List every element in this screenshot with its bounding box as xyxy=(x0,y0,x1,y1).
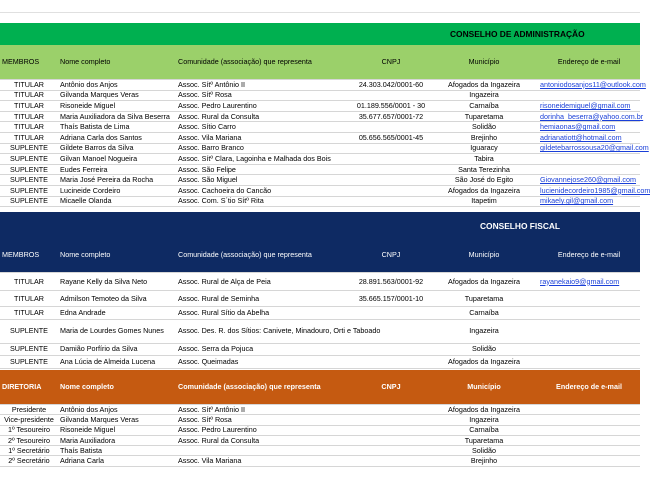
association-cell[interactable]: Assoc. Vila Mariana xyxy=(176,132,352,143)
role-cell[interactable]: SUPLENTE xyxy=(0,164,58,175)
email-cell[interactable] xyxy=(538,446,640,456)
fiscal-title-bar xyxy=(0,212,640,238)
table-row xyxy=(0,446,640,456)
email-cell[interactable] xyxy=(538,175,640,186)
email-cell[interactable] xyxy=(538,79,646,91)
cnpj-cell[interactable] xyxy=(352,343,430,356)
role-cell[interactable]: SUPLENTE xyxy=(0,343,58,356)
name-cell[interactable]: Gilvanda Marques Veras xyxy=(58,90,176,101)
cnpj-cell[interactable]: 24.303.042/0001-60 xyxy=(352,80,430,91)
header-city[interactable]: Município xyxy=(430,45,538,80)
email-link[interactable]: adrianatiott@hotmail.com xyxy=(540,132,622,142)
role-cell[interactable]: SUPLENTE xyxy=(0,175,58,186)
table-row xyxy=(0,143,640,154)
name-cell[interactable]: Antônio dos Anjos xyxy=(58,405,176,415)
role-cell[interactable]: 1º Tesoureiro xyxy=(0,425,58,435)
name-cell[interactable]: Maria Auxiliadora xyxy=(58,435,176,445)
association-cell[interactable]: Assoc. Pedro Laurentino xyxy=(176,101,352,112)
role-cell[interactable]: TITULAR xyxy=(0,122,58,133)
header-email[interactable]: Endereço de e-mail xyxy=(538,370,640,405)
email-link[interactable]: antoniodosanjos11@outlook.com xyxy=(540,79,646,89)
city-cell[interactable]: Brejinho xyxy=(430,132,538,143)
name-cell[interactable]: Micaelle Olanda xyxy=(58,196,176,207)
role-cell[interactable]: Presidente xyxy=(0,405,58,415)
role-cell[interactable]: TITULAR xyxy=(0,80,58,91)
name-cell[interactable]: Maria de Lourdes Gomes Nunes xyxy=(58,319,176,343)
cnpj-cell[interactable] xyxy=(352,425,430,435)
city-cell[interactable]: Solidão xyxy=(430,343,538,356)
association-cell[interactable]: Assoc. Rural de Seminha xyxy=(176,291,352,307)
name-cell[interactable]: Thaís Batista de Lima xyxy=(58,122,176,133)
header-association[interactable]: Comunidade (associação) que representa xyxy=(176,370,352,405)
role-cell[interactable]: SUPLENTE xyxy=(0,185,58,196)
table-row xyxy=(0,90,640,101)
email-link[interactable]: hemiaonas@gmail.com xyxy=(540,122,616,132)
table-row xyxy=(0,425,640,435)
cnpj-cell[interactable] xyxy=(352,307,430,320)
name-cell[interactable]: Eudes Ferreira xyxy=(58,164,176,175)
name-cell[interactable]: Lucineide Cordeiro xyxy=(58,185,176,196)
cnpj-cell[interactable] xyxy=(352,122,430,133)
city-cell[interactable]: Carnaíba xyxy=(430,101,538,112)
email-cell[interactable] xyxy=(538,291,640,307)
city-cell[interactable]: Itapetim xyxy=(430,196,538,207)
email-cell[interactable] xyxy=(538,143,649,154)
association-cell[interactable]: Assoc. Rural de Alça de Peia xyxy=(176,273,352,291)
email-cell[interactable] xyxy=(538,273,640,291)
city-cell[interactable]: Carnaíba xyxy=(430,425,538,435)
admin-title: CONSELHO DE ADMINISTRAÇÃO xyxy=(450,29,585,39)
header-name[interactable]: Nome completo xyxy=(58,370,176,405)
header-members[interactable]: MEMBROS xyxy=(0,45,58,80)
role-cell[interactable]: TITULAR xyxy=(0,291,58,307)
header-cnpj[interactable]: CNPJ xyxy=(352,370,430,405)
email-cell[interactable] xyxy=(538,456,640,466)
table-row xyxy=(0,154,640,165)
name-cell[interactable]: Antônio dos Anjos xyxy=(58,80,176,91)
email-cell[interactable] xyxy=(538,343,640,356)
email-link[interactable]: rayanekaio9@gmail.com xyxy=(540,276,620,286)
diretoria-table xyxy=(0,370,640,467)
name-cell[interactable]: Gilvanda Marques Veras xyxy=(58,415,176,425)
header-association[interactable]: Comunidade (associação) que representa xyxy=(176,45,352,80)
name-cell[interactable]: Rayane Kelly da Silva Neto xyxy=(58,273,176,291)
email-cell[interactable] xyxy=(538,319,640,343)
fiscal-table xyxy=(0,238,640,369)
city-cell[interactable]: Afogados da Ingazeira xyxy=(430,356,538,369)
cnpj-cell[interactable] xyxy=(352,405,430,415)
email-cell[interactable] xyxy=(538,154,640,165)
header-cnpj[interactable]: CNPJ xyxy=(352,238,430,273)
role-cell[interactable]: TITULAR xyxy=(0,132,58,143)
table-row xyxy=(0,164,640,175)
cnpj-cell[interactable] xyxy=(352,356,430,369)
name-cell[interactable]: Gilvan Manoel Nogueira xyxy=(58,154,176,165)
header-city[interactable]: Município xyxy=(430,238,538,273)
role-cell[interactable]: 2º Secretário xyxy=(0,456,58,466)
association-cell[interactable] xyxy=(176,446,352,456)
city-cell[interactable]: Afogados da Ingazeira xyxy=(430,405,538,415)
email-cell[interactable] xyxy=(538,101,640,112)
association-cell[interactable]: Assoc. Rural da Consulta xyxy=(176,111,352,122)
table-row xyxy=(0,101,640,112)
email-cell[interactable] xyxy=(538,405,640,415)
table-row xyxy=(0,185,640,196)
cnpj-cell[interactable] xyxy=(352,456,430,466)
association-cell[interactable]: Assoc. Sítio Carro xyxy=(176,122,352,133)
association-cell[interactable]: Assoc. São Miguel xyxy=(176,175,352,186)
cnpj-cell[interactable]: 28.891.563/0001-92 xyxy=(352,273,430,291)
name-cell[interactable]: Adriana Carla dos Santos xyxy=(58,132,176,143)
association-cell[interactable]: Assoc. Rural da Consulta xyxy=(176,435,352,445)
association-cell[interactable]: Assoc. São Felipe xyxy=(176,164,352,175)
name-cell[interactable]: Maria José Pereira da Rocha xyxy=(58,175,176,186)
association-cell[interactable]: Assoc. Vila Mariana xyxy=(176,456,352,466)
email-cell[interactable] xyxy=(538,425,640,435)
cnpj-cell[interactable] xyxy=(352,154,430,165)
cnpj-cell[interactable] xyxy=(352,164,430,175)
header-cnpj[interactable]: CNPJ xyxy=(352,45,430,80)
header-city[interactable]: Município xyxy=(430,370,538,405)
role-cell[interactable]: Vice-presidente xyxy=(0,415,58,425)
city-cell[interactable]: Carnaíba xyxy=(430,307,538,320)
header-name[interactable]: Nome completo xyxy=(58,45,176,80)
table-row xyxy=(0,319,640,343)
association-cell[interactable]: Assoc. Sítº Rosa xyxy=(176,415,352,425)
cnpj-cell[interactable] xyxy=(352,175,430,186)
header-association[interactable]: Comunidade (associação) que representa xyxy=(176,238,352,273)
role-cell[interactable]: TITULAR xyxy=(0,101,58,112)
role-cell[interactable]: TITULAR xyxy=(0,111,58,122)
city-cell[interactable]: Brejinho xyxy=(430,456,538,466)
fiscal-header-row xyxy=(0,238,640,273)
name-cell[interactable]: Admilson Temoteo da Silva xyxy=(58,291,176,307)
admin-header-row xyxy=(0,45,640,80)
association-cell[interactable]: Assoc. Rural Sítio da Abelha xyxy=(176,307,352,320)
email-link[interactable]: dorinha_beserra@yahoo.com.br xyxy=(540,111,644,121)
email-cell[interactable] xyxy=(538,132,640,143)
email-cell[interactable] xyxy=(538,356,640,369)
table-row xyxy=(0,122,640,133)
email-link[interactable]: risoneidemiguel@gmail.com xyxy=(540,101,631,111)
email-cell[interactable] xyxy=(538,307,640,320)
cnpj-cell[interactable]: 35.677.657/0001-72 xyxy=(352,111,430,122)
email-cell[interactable] xyxy=(538,90,640,101)
city-cell[interactable]: Tuparetama xyxy=(430,435,538,445)
table-row xyxy=(0,356,640,369)
email-link[interactable]: lucienidecordeiro1985@gmail.com xyxy=(540,185,650,195)
role-cell[interactable]: SUPLENTE xyxy=(0,356,58,369)
cnpj-cell[interactable] xyxy=(352,435,430,445)
city-cell[interactable]: Iguaracy xyxy=(430,143,538,154)
city-cell[interactable]: Ingazeira xyxy=(430,319,538,343)
city-cell[interactable]: Tuparetama xyxy=(430,111,538,122)
name-cell[interactable]: Damião Porfírio da Silva xyxy=(58,343,176,356)
city-cell[interactable]: Ingazeira xyxy=(430,415,538,425)
role-cell[interactable]: TITULAR xyxy=(0,273,58,291)
header-email[interactable]: Endereço de e-mail xyxy=(538,238,640,273)
city-cell[interactable]: Solidão xyxy=(430,446,538,456)
city-cell[interactable]: Tuparetama xyxy=(430,291,538,307)
table-row xyxy=(0,307,640,320)
cnpj-cell[interactable] xyxy=(352,196,430,207)
city-cell[interactable]: Santa Terezinha xyxy=(430,164,538,175)
email-cell[interactable] xyxy=(538,164,640,175)
email-cell[interactable] xyxy=(538,122,640,133)
name-cell[interactable]: Ana Lúcia de Almeida Lucena xyxy=(58,356,176,369)
cnpj-cell[interactable] xyxy=(352,90,430,101)
table-row xyxy=(0,435,640,445)
admin-table xyxy=(0,45,650,207)
association-cell[interactable]: Assoc. Sítº Rosa xyxy=(176,90,352,101)
role-cell[interactable]: SUPLENTE xyxy=(0,319,58,343)
role-cell[interactable]: 1º Secretário xyxy=(0,446,58,456)
header-email[interactable]: Endereço de e-mail xyxy=(538,45,640,80)
table-row xyxy=(0,456,640,466)
city-cell[interactable]: Ingazeira xyxy=(430,90,538,101)
email-cell[interactable] xyxy=(538,185,650,196)
email-cell[interactable] xyxy=(538,415,640,425)
name-cell[interactable]: Adriana Carla xyxy=(58,456,176,466)
table-row xyxy=(0,415,640,425)
role-cell[interactable]: SUPLENTE xyxy=(0,196,58,207)
role-cell[interactable]: SUPLENTE xyxy=(0,143,58,154)
name-cell[interactable]: Risoneide Miguel xyxy=(58,101,176,112)
association-cell[interactable]: Assoc. Sítº Clara, Lagoinha e Malhada dos Bois xyxy=(176,154,352,165)
email-link[interactable]: mikaely.gil@gmail.com xyxy=(540,196,614,206)
city-cell[interactable]: Tabira xyxy=(430,154,538,165)
table-row xyxy=(0,80,640,91)
table-row xyxy=(0,111,640,122)
email-cell[interactable] xyxy=(538,196,640,207)
name-cell[interactable]: Thaís Batista xyxy=(58,446,176,456)
name-cell[interactable]: Edna Andrade xyxy=(58,307,176,320)
association-cell[interactable]: Assoc. Des. R. dos Sítios: Canivete, Minadouro, Orti e Taboado xyxy=(176,319,352,343)
cnpj-cell[interactable] xyxy=(352,143,430,154)
header-name[interactable]: Nome completo xyxy=(58,238,176,273)
role-cell[interactable]: TITULAR xyxy=(0,307,58,320)
table-row xyxy=(0,132,640,143)
association-cell[interactable]: Assoc. Serra da Pojuca xyxy=(176,343,352,356)
name-cell[interactable]: Maria Auxiliadora da Silva Beserra xyxy=(58,111,176,122)
city-cell[interactable]: Solidão xyxy=(430,122,538,133)
table-row xyxy=(0,405,640,415)
cnpj-cell[interactable] xyxy=(352,185,430,196)
cnpj-cell[interactable]: 05.656.565/0001-45 xyxy=(352,132,430,143)
cnpj-cell[interactable]: 35.665.157/0001-10 xyxy=(352,291,430,307)
association-cell[interactable]: Assoc. Sítº Antônio II xyxy=(176,80,352,91)
association-cell[interactable]: Assoc. Cachoeira do Cancão xyxy=(176,185,352,196)
role-cell[interactable]: SUPLENTE xyxy=(0,154,58,165)
diretoria-header-row xyxy=(0,370,640,405)
table-row xyxy=(0,175,640,186)
role-cell[interactable]: TITULAR xyxy=(0,90,58,101)
city-cell[interactable]: Afogados da Ingazeira xyxy=(430,80,538,91)
cnpj-cell[interactable] xyxy=(352,446,430,456)
table-row xyxy=(0,196,640,207)
role-cell[interactable]: 2º Tesoureiro xyxy=(0,435,58,445)
city-cell[interactable]: Afogados da Ingazeira xyxy=(430,185,538,196)
cnpj-cell[interactable] xyxy=(352,415,430,425)
admin-title-bar xyxy=(0,23,640,45)
header-members[interactable]: MEMBROS xyxy=(0,238,58,273)
name-cell[interactable]: Gildete Barros da Silva xyxy=(58,143,176,154)
association-cell[interactable]: Assoc. Pedro Laurentino xyxy=(176,425,352,435)
email-link[interactable]: gildetebarrossousa20@gmail.com xyxy=(540,143,649,153)
association-cell[interactable]: Assoc. Barro Branco xyxy=(176,143,352,154)
grid-line xyxy=(0,12,640,13)
table-row xyxy=(0,273,640,291)
city-cell[interactable]: Afogados da Ingazeira xyxy=(430,273,538,291)
email-link[interactable]: Giovannejose260@gmail.com xyxy=(540,175,636,185)
cnpj-cell[interactable]: 01.189.556/0001 - 30 xyxy=(352,101,430,112)
fiscal-title: CONSELHO FISCAL xyxy=(480,221,561,231)
email-cell[interactable] xyxy=(538,111,644,122)
name-cell[interactable]: Risoneide Miguel xyxy=(58,425,176,435)
header-members[interactable]: DIRETORIA xyxy=(0,370,58,405)
association-cell[interactable]: Assoc. Sítº Antônio II xyxy=(176,405,352,415)
association-cell[interactable]: Assoc. Com. S´tio Sítº Rita xyxy=(176,196,352,207)
table-row xyxy=(0,291,640,307)
association-cell[interactable]: Assoc. Queimadas xyxy=(176,356,352,369)
email-cell[interactable] xyxy=(538,435,640,445)
table-row xyxy=(0,343,640,356)
city-cell[interactable]: São José do Egito xyxy=(430,175,538,186)
